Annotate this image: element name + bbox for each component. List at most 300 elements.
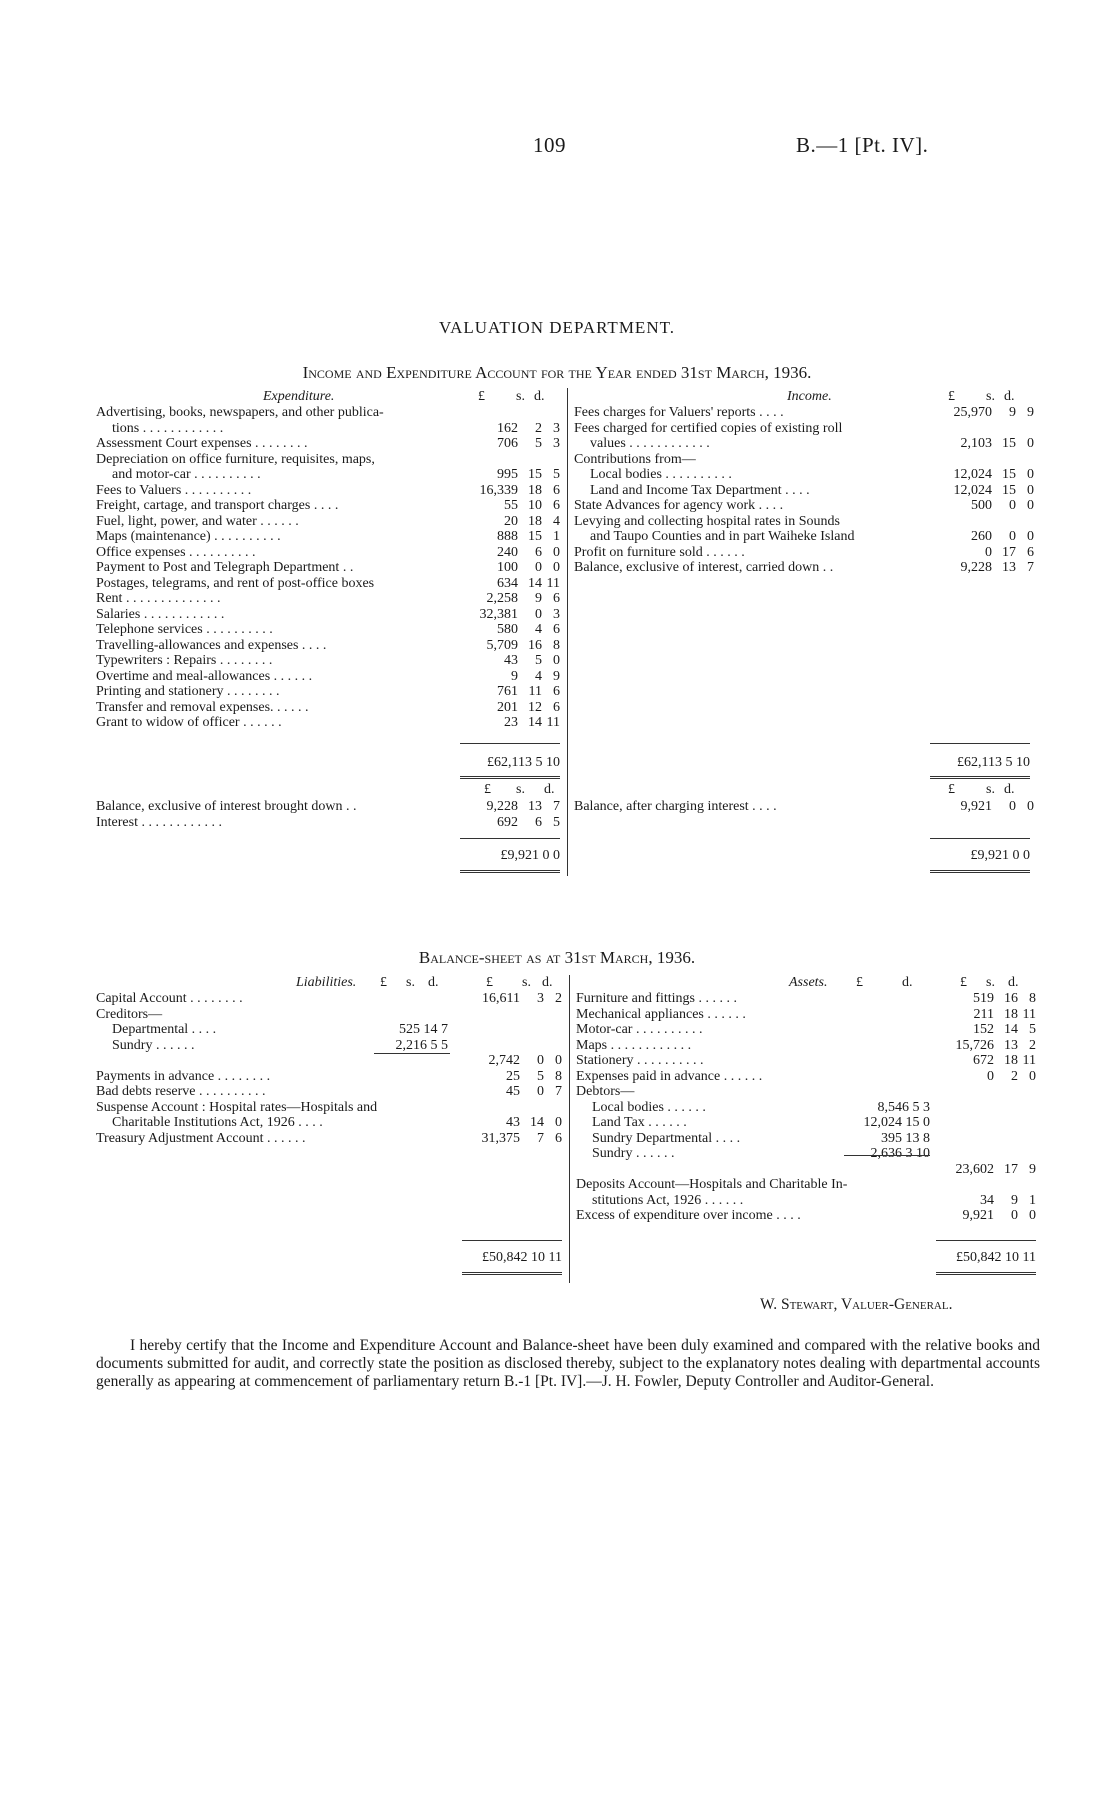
- ledger-pence: 6: [553, 498, 560, 513]
- ledger-row: [576, 1146, 1036, 1162]
- document-title: VALUATION DEPARTMENT.: [439, 318, 675, 337]
- ledger-pounds: 12,024: [953, 482, 992, 498]
- ledger-label: Deposits Account—Hospitals and Charitable In-: [576, 1177, 848, 1192]
- shilling-label: s.: [986, 782, 995, 797]
- balance-right-total: £9,921 0 0: [970, 848, 1030, 863]
- ledger-row: [576, 1053, 1036, 1069]
- ledger-label: Land and Income Tax Department . . . .: [590, 482, 810, 498]
- ledger-subamount: 12,024 15 0: [863, 1115, 930, 1130]
- ledger-label: Fuel, light, power, and water . . . . . .: [96, 513, 299, 529]
- ledger-pence: 3: [553, 420, 560, 436]
- ledger-shillings: 14: [528, 715, 542, 730]
- ledger-pence: 0: [553, 653, 560, 668]
- ledger-row: [96, 498, 560, 514]
- ledger-label: Furniture and fittings . . . . . .: [576, 991, 737, 1006]
- ledger-shillings: 18: [528, 482, 542, 498]
- ledger-pounds: 260: [971, 529, 992, 544]
- ledger-pounds: 43: [506, 1115, 520, 1130]
- ledger-shillings: 0: [537, 1084, 544, 1099]
- ledger-label: Stationery . . . . . . . . . .: [576, 1053, 704, 1068]
- ledger-label: Grant to widow of officer . . . . . .: [96, 715, 282, 730]
- ledger-shillings: 0: [1009, 498, 1016, 513]
- pence-label: d.: [902, 975, 913, 990]
- ledger-label: Debtors—: [576, 1084, 635, 1099]
- expenditure-total-rule: [460, 743, 560, 744]
- ledger-shillings: 11: [528, 684, 542, 699]
- ledger-pence: 0: [553, 560, 560, 575]
- income-account-title: Income and Expenditure Account for the Year ended 31st March, 1936.: [302, 363, 812, 382]
- ledger-label: Salaries . . . . . . . . . . . .: [96, 606, 225, 622]
- ledger-row: [96, 653, 560, 669]
- ledger-shillings: 9: [1011, 1192, 1018, 1208]
- ledger-row: [96, 607, 560, 623]
- ledger-row: [574, 405, 1034, 421]
- ledger-row: [576, 1131, 1036, 1147]
- ledger-row: [576, 1115, 1036, 1131]
- ledger-shillings: 0: [1009, 799, 1016, 814]
- ledger-shillings: 18: [1004, 1053, 1018, 1068]
- ledger-pounds: 9: [511, 668, 518, 684]
- ledger-shillings: 17: [1004, 1161, 1018, 1177]
- ledger-shillings: 2: [1011, 1068, 1018, 1084]
- certification-text: I hereby certify that the Income and Expenditure Account and Balance-sheet have been duly examined and compared with the relative books and documents submitted for audit, and correctly state the position as disclosed thereby, subject to the explanatory notes dealing with departmental accounts generally as appearing at commencement of parliamentary return B.-1 [Pt. IV].—J. H. Fowler, Deputy Controller and Auditor-General.: [96, 1337, 1040, 1390]
- ledger-pence: 8: [555, 1068, 562, 1084]
- ledger-shillings: 5: [537, 1068, 544, 1084]
- ledger-label: Land Tax . . . . . .: [592, 1115, 687, 1130]
- debtors-subtotal-rule: [844, 1155, 930, 1156]
- ledger-pounds: 240: [497, 544, 518, 560]
- ledger-row: [96, 622, 560, 638]
- ledger-label: Office expenses . . . . . . . . . .: [96, 544, 256, 560]
- ledger-pounds: 995: [497, 467, 518, 482]
- ledger-row: [576, 1022, 1036, 1038]
- ledger-label: Typewriters : Repairs . . . . . . . .: [96, 653, 273, 668]
- ledger-row: [96, 1131, 562, 1147]
- signature: W. Stewart, Valuer-General.: [760, 1296, 953, 1313]
- ledger-row: [96, 436, 560, 452]
- ledger-shillings: 14: [530, 1115, 544, 1130]
- ledger-label: Capital Account . . . . . . . .: [96, 991, 243, 1006]
- ledger-row: [96, 638, 560, 654]
- ledger-subamount: 525 14 7: [399, 1022, 448, 1037]
- ledger-row: [96, 452, 560, 483]
- ledger-shillings: 15: [528, 529, 542, 544]
- ledger-label: Bad debts reserve . . . . . . . . . .: [96, 1084, 266, 1099]
- ledger-pence: 11: [1022, 1053, 1036, 1068]
- ledger-pounds: 0: [987, 1068, 994, 1084]
- income-total-double-rule: [930, 776, 1030, 779]
- ledger-row: [576, 1007, 1036, 1023]
- ledger-pence: 5: [1029, 1022, 1036, 1037]
- ledger-row: [576, 991, 1036, 1007]
- ledger-row: [574, 498, 1034, 514]
- ledger-label-continuation: tions . . . . . . . . . . . .: [112, 420, 224, 436]
- shilling-label: s.: [516, 389, 525, 404]
- ledger-shillings: 12: [528, 699, 542, 715]
- page-number: 109: [533, 133, 566, 157]
- ledger-label: Assessment Court expenses . . . . . . . .: [96, 436, 308, 451]
- expenditure-total: £62,113 5 10: [487, 755, 560, 770]
- ledger-pounds: 55: [504, 498, 518, 513]
- ledger-label: Motor-car . . . . . . . . . .: [576, 1022, 703, 1037]
- ledger-pounds: 211: [973, 1006, 994, 1022]
- expenditure-heading: Expenditure.: [263, 389, 335, 404]
- ledger-row: [96, 799, 560, 815]
- ledger-shillings: 9: [535, 591, 542, 606]
- liabilities-total-double-rule: [462, 1272, 562, 1275]
- ledger-shillings: 0: [535, 560, 542, 575]
- ledger-pence: 7: [555, 1084, 562, 1099]
- ledger-row: [574, 799, 1034, 815]
- ledger-shillings: 10: [528, 498, 542, 513]
- ledger-pounds: 31,375: [481, 1130, 520, 1146]
- ledger-row: [96, 991, 562, 1007]
- shilling-label: s.: [406, 975, 415, 990]
- pence-label: d.: [542, 975, 553, 990]
- ledger-pence: 0: [1029, 1068, 1036, 1084]
- ledger-pence: 7: [553, 799, 560, 814]
- ledger-shillings: 18: [528, 513, 542, 529]
- ledger-label: Balance, after charging interest . . . .: [574, 799, 777, 814]
- ledger-label: Fees to Valuers . . . . . . . . . .: [96, 482, 252, 498]
- ledger-pence: 3: [553, 436, 560, 451]
- ledger-label: Sundry . . . . . .: [112, 1037, 195, 1053]
- ledger-pounds: 9,921: [960, 799, 992, 814]
- shilling-label: s.: [522, 975, 531, 990]
- ledger-subamount: 2,636 3 10: [870, 1146, 930, 1161]
- shilling-label: s.: [986, 389, 995, 404]
- pence-label: d.: [1008, 975, 1019, 990]
- ledger-shillings: 4: [535, 668, 542, 684]
- assets-total: £50,842 10 11: [956, 1250, 1036, 1265]
- ledger-row: [574, 467, 1034, 483]
- pound-label: £: [856, 975, 863, 990]
- ledger-pounds: 0: [985, 544, 992, 560]
- ledger-row: [96, 1069, 562, 1085]
- ledger-pence: 6: [553, 482, 560, 498]
- ledger-pence: 0: [1027, 498, 1034, 513]
- ledger-row: [96, 483, 560, 499]
- ledger-pounds: 9,921: [962, 1208, 994, 1223]
- ledger-row: [576, 1084, 1036, 1100]
- balance-left-list: [96, 799, 560, 830]
- assets-total-double-rule: [936, 1272, 1036, 1275]
- ledger-row: [574, 514, 1034, 545]
- ledger-label: Levying and collecting hospital rates in Sounds: [574, 513, 840, 529]
- ledger-label: Local bodies . . . . . .: [592, 1099, 706, 1115]
- ledger-pence: 8: [553, 637, 560, 653]
- ledger-pounds: 2,742: [488, 1053, 520, 1068]
- income-list: [574, 405, 1034, 576]
- ledger-label: Suspense Account : Hospital rates—Hospitals and: [96, 1099, 378, 1115]
- assets-list: [576, 991, 1036, 1224]
- ledger-pence: 9: [1027, 405, 1034, 420]
- ledger-shillings: 6: [535, 814, 542, 830]
- ledger-pence: 11: [546, 715, 560, 730]
- ledger-row: [96, 514, 560, 530]
- ledger-pounds: 634: [497, 575, 518, 591]
- ledger-label: Overtime and meal-allowances . . . . . .: [96, 668, 313, 684]
- ledger-label: State Advances for agency work . . . .: [574, 498, 784, 513]
- ledger-label: Contributions from—: [574, 451, 696, 467]
- ledger-label-continuation: and Taupo Counties and in part Waiheke Island: [590, 529, 855, 544]
- ledger-pounds: 761: [497, 684, 518, 699]
- ledger-label: Telephone services . . . . . . . . . .: [96, 622, 273, 637]
- ledger-pence: 11: [1022, 1006, 1036, 1022]
- ledger-pounds: 45: [506, 1084, 520, 1099]
- ledger-shillings: 0: [535, 606, 542, 622]
- ledger-pounds: 9,228: [486, 799, 518, 814]
- ledger-row: [96, 545, 560, 561]
- ledger-row: [574, 483, 1034, 499]
- ledger-pence: 6: [553, 684, 560, 699]
- ledger-pounds: 12,024: [953, 467, 992, 482]
- center-rule: [567, 388, 568, 876]
- ledger-row: [96, 1007, 562, 1023]
- balance-right-list: [574, 799, 1034, 815]
- ledger-row: [96, 1022, 562, 1038]
- ledger-pence: 4: [553, 513, 560, 529]
- ledger-shillings: 17: [1002, 544, 1016, 560]
- expenditure-total-double-rule: [460, 776, 560, 779]
- ledger-label-continuation: values . . . . . . . . . . . .: [590, 436, 710, 451]
- ledger-pounds: 100: [497, 560, 518, 575]
- ledger-pence: 9: [1029, 1161, 1036, 1177]
- ledger-row: [96, 1053, 562, 1069]
- ledger-pounds: 706: [497, 436, 518, 451]
- ledger-label: Sundry Departmental . . . .: [592, 1130, 741, 1146]
- ledger-pounds: 32,381: [479, 606, 518, 622]
- ledger-label: Printing and stationery . . . . . . . .: [96, 684, 280, 699]
- ledger-row: [576, 1162, 1036, 1178]
- pence-label: d.: [1004, 782, 1015, 797]
- ledger-pence: 5: [553, 814, 560, 830]
- ledger-label: Freight, cartage, and transport charges . . . .: [96, 498, 339, 513]
- ledger-label: Postages, telegrams, and rent of post-office boxes: [96, 575, 375, 591]
- pence-label: d.: [428, 975, 439, 990]
- ledger-shillings: 5: [535, 436, 542, 451]
- ledger-row: [96, 700, 560, 716]
- ledger-pence: 6: [553, 622, 560, 637]
- liabilities-total: £50,842 10 11: [482, 1250, 562, 1265]
- liabilities-list: [96, 991, 562, 1146]
- ledger-label: Rent . . . . . . . . . . . . . .: [96, 591, 221, 606]
- ledger-pounds: 23,602: [955, 1161, 994, 1177]
- ledger-pounds: 43: [504, 653, 518, 668]
- ledger-pence: 0: [1027, 436, 1034, 451]
- ledger-row: [96, 576, 560, 592]
- ledger-pounds: 16,339: [479, 482, 518, 498]
- ledger-row: [576, 1208, 1036, 1224]
- ledger-label: Treasury Adjustment Account . . . . . .: [96, 1130, 306, 1146]
- ledger-shillings: 15: [1002, 467, 1016, 482]
- pound-label: £: [960, 975, 967, 990]
- pence-label: d.: [1004, 389, 1015, 404]
- ledger-shillings: 3: [537, 991, 544, 1006]
- ledger-row: [96, 405, 560, 436]
- ledger-pence: 6: [555, 1130, 562, 1146]
- ledger-row: [574, 452, 1034, 468]
- ledger-pence: 7: [1027, 560, 1034, 575]
- ledger-pence: 1: [553, 529, 560, 544]
- ledger-pence: 0: [555, 1115, 562, 1130]
- ledger-row: [96, 1084, 562, 1100]
- ledger-row: [574, 545, 1034, 561]
- ledger-shillings: 5: [535, 653, 542, 668]
- ledger-label: Local bodies . . . . . . . . . .: [590, 467, 732, 482]
- ledger-pounds: 888: [497, 529, 518, 544]
- balance-left-total: £9,921 0 0: [500, 848, 560, 863]
- liabilities-heading: Liabilities.: [296, 975, 357, 990]
- pound-label: £: [380, 975, 387, 990]
- ledger-pounds: 580: [497, 622, 518, 637]
- ledger-shillings: 0: [537, 1053, 544, 1068]
- ledger-shillings: 6: [535, 544, 542, 560]
- ledger-pounds: 23: [504, 715, 518, 730]
- ledger-shillings: 15: [528, 467, 542, 482]
- ledger-shillings: 15: [1002, 436, 1016, 451]
- ledger-label: Balance, exclusive of interest brought down . .: [96, 799, 357, 814]
- ledger-row: [96, 1100, 562, 1131]
- ledger-row: [96, 560, 560, 576]
- shilling-label: s.: [516, 782, 525, 797]
- ledger-pounds: 519: [973, 991, 994, 1006]
- ledger-pounds: 20: [504, 513, 518, 529]
- ledger-label: Mechanical appliances . . . . . .: [576, 1006, 746, 1022]
- ledger-pence: 6: [553, 591, 560, 606]
- ledger-pence: 0: [555, 1053, 562, 1068]
- ledger-label: Excess of expenditure over income . . . .: [576, 1208, 801, 1223]
- ledger-pence: 6: [553, 699, 560, 715]
- ledger-label-continuation: Charitable Institutions Act, 1926 . . . .: [112, 1115, 323, 1130]
- ledger-shillings: 13: [528, 799, 542, 814]
- pound-label: £: [484, 782, 491, 797]
- ledger-shillings: 7: [537, 1130, 544, 1146]
- pound-label: £: [486, 975, 493, 990]
- ledger-row: [96, 815, 560, 831]
- pence-label: d.: [544, 782, 555, 797]
- ledger-label: Maps (maintenance) . . . . . . . . . .: [96, 529, 281, 544]
- ledger-pounds: 2,103: [960, 436, 992, 451]
- pound-label: £: [478, 389, 485, 404]
- balance-right-total-double-rule: [930, 870, 1030, 873]
- ledger-row: [96, 684, 560, 700]
- ledger-shillings: 15: [1002, 482, 1016, 498]
- ledger-row: [574, 421, 1034, 452]
- ledger-shillings: 18: [1004, 1006, 1018, 1022]
- assets-heading: Assets.: [789, 975, 828, 990]
- ledger-pounds: 25,970: [953, 405, 992, 420]
- ledger-pence: 6: [1027, 544, 1034, 560]
- ledger-row: [576, 1038, 1036, 1054]
- ledger-pounds: 162: [497, 420, 518, 436]
- ledger-label: Depreciation on office furniture, requisites, maps,: [96, 451, 375, 467]
- ledger-row: [576, 1100, 1036, 1116]
- ledger-pence: 2: [555, 991, 562, 1006]
- document-reference: B.—1 [Pt. IV].: [796, 133, 929, 157]
- ledger-pence: 8: [1029, 991, 1036, 1006]
- income-total-rule: [930, 743, 1030, 744]
- ledger-pounds: 672: [973, 1053, 994, 1068]
- ledger-shillings: 2: [535, 420, 542, 436]
- ledger-pence: 0: [1027, 799, 1034, 814]
- ledger-row: [576, 1177, 1036, 1208]
- ledger-pence: 2: [1029, 1037, 1036, 1053]
- ledger-shillings: 16: [528, 637, 542, 653]
- ledger-label: Fees charges for Valuers' reports . . . .: [574, 405, 784, 420]
- balance-right-total-rule: [930, 838, 1030, 839]
- ledger-shillings: 16: [1004, 991, 1018, 1006]
- ledger-pence: 3: [553, 606, 560, 622]
- ledger-pounds: 15,726: [955, 1037, 994, 1053]
- ledger-pence: 0: [1027, 467, 1034, 482]
- ledger-shillings: 9: [1009, 405, 1016, 420]
- ledger-pence: 0: [1027, 529, 1034, 544]
- ledger-pence: 9: [553, 668, 560, 684]
- ledger-shillings: 13: [1004, 1037, 1018, 1053]
- ledger-label: Payments in advance . . . . . . . .: [96, 1068, 271, 1084]
- ledger-shillings: 13: [1002, 560, 1016, 575]
- ledger-pounds: 9,228: [960, 560, 992, 575]
- ledger-pence: 0: [1029, 1208, 1036, 1223]
- ledger-label: Profit on furniture sold . . . . . .: [574, 544, 745, 560]
- ledger-pounds: 2,258: [486, 591, 518, 606]
- ledger-pence: 0: [1027, 482, 1034, 498]
- ledger-pounds: 201: [497, 699, 518, 715]
- ledger-pounds: 692: [497, 814, 518, 830]
- ledger-pounds: 25: [506, 1068, 520, 1084]
- balance-left-total-double-rule: [460, 870, 560, 873]
- ledger-shillings: 0: [1011, 1208, 1018, 1223]
- ledger-label-continuation: and motor-car . . . . . . . . . .: [112, 467, 261, 482]
- ledger-pounds: 152: [973, 1022, 994, 1037]
- ledger-row: [96, 591, 560, 607]
- ledger-row: [96, 1038, 562, 1054]
- ledger-label: Balance, exclusive of interest, carried down . .: [574, 560, 834, 575]
- pound-label: £: [948, 782, 955, 797]
- ledger-row: [576, 1069, 1036, 1085]
- ledger-row: [574, 560, 1034, 576]
- ledger-label: Interest . . . . . . . . . . . .: [96, 814, 222, 830]
- ledger-label-continuation: stitutions Act, 1926 . . . . . .: [592, 1192, 744, 1208]
- balance-sheet-center-rule: [569, 975, 570, 1283]
- ledger-row: [96, 529, 560, 545]
- pence-label: d.: [534, 389, 545, 404]
- expenditure-list: [96, 405, 560, 731]
- ledger-pence: 5: [553, 467, 560, 482]
- ledger-label: Travelling-allowances and expenses . . . .: [96, 637, 327, 653]
- ledger-shillings: 14: [528, 575, 542, 591]
- ledger-pounds: 34: [980, 1192, 994, 1208]
- ledger-label: Creditors—: [96, 1006, 163, 1022]
- creditors-subtotal-rule: [374, 1053, 450, 1054]
- ledger-pence: 0: [553, 544, 560, 560]
- income-heading: Income.: [787, 389, 832, 404]
- ledger-shillings: 0: [1009, 529, 1016, 544]
- assets-total-rule: [936, 1240, 1036, 1241]
- ledger-shillings: 14: [1004, 1022, 1018, 1037]
- ledger-label: Transfer and removal expenses. . . . . .: [96, 699, 309, 715]
- ledger-pounds: 500: [971, 498, 992, 513]
- ledger-label: Sundry . . . . . .: [592, 1146, 675, 1161]
- ledger-pence: 1: [1029, 1192, 1036, 1208]
- liabilities-total-rule: [462, 1240, 562, 1241]
- ledger-label: Expenses paid in advance . . . . . .: [576, 1068, 763, 1084]
- shilling-label: s.: [986, 975, 995, 990]
- ledger-subamount: 395 13 8: [881, 1130, 930, 1146]
- ledger-row: [96, 669, 560, 685]
- ledger-pounds: 16,611: [482, 991, 520, 1006]
